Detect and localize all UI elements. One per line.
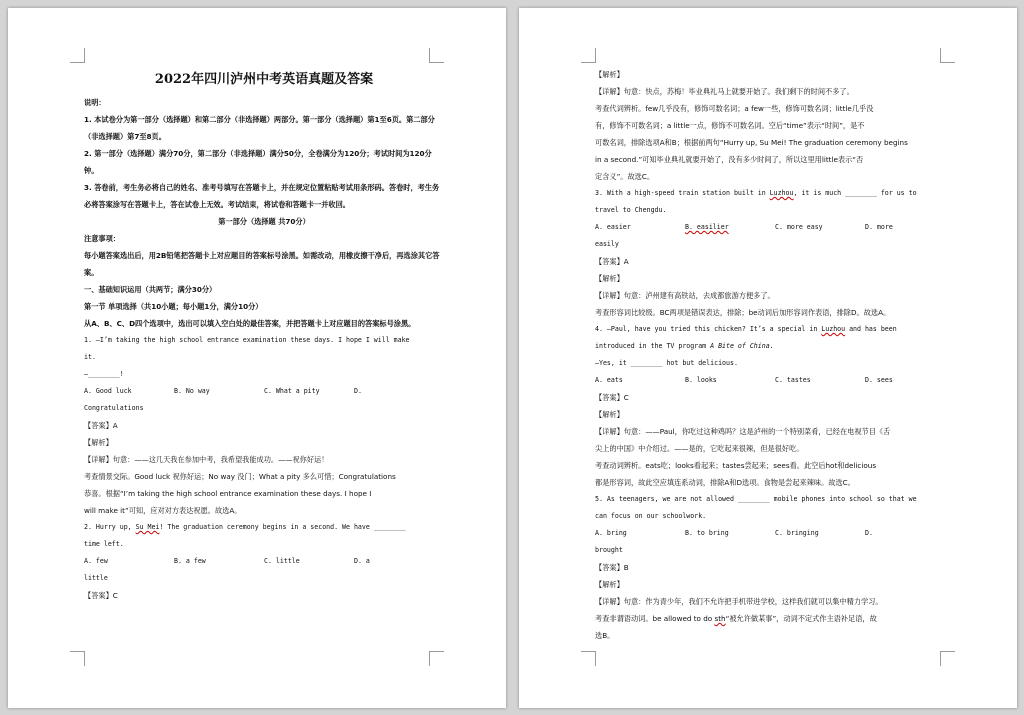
option-a: A. bring bbox=[595, 529, 627, 537]
document-title: 2022年四川泸州中考英语真题及答案 bbox=[154, 72, 374, 87]
instruction-text: 从A、B、C、D四个选项中，选出可以填入空白处的最佳答案，并把答题卡上对应题目的答案标号涂黑。 bbox=[84, 319, 416, 328]
attention-text: 每小题答案选出后，用2B铅笔把答题卡上对应题目的答案标号涂黑。如需改动，用橡皮擦干净后，再选涂其它答案。 bbox=[84, 251, 440, 277]
margin-corner-mark bbox=[940, 48, 955, 63]
detail-text: 【详解】句意：作为青少年，我们不允许把手机带进学校，这样我们就可以集中精力学习。 bbox=[595, 597, 883, 606]
explanation-text: 有，修饰不可数名词；a little一点，修饰不可数名词。空后“time”表示“时间”，是不 bbox=[595, 121, 865, 130]
part-heading: 第一部分（选择题 共70分） bbox=[218, 217, 310, 226]
option-d: D. sees bbox=[865, 376, 893, 384]
note-item: 2. 第一部分（选择题）满分70分，第二部分（非选择题）满分50分，全卷满分为120分；考试时间为120分钟。 bbox=[84, 149, 432, 175]
stem-text: 2. Hurry up, bbox=[84, 523, 136, 531]
analysis-label: 【解析】 bbox=[84, 438, 113, 447]
question-1-stem-cont: it. bbox=[84, 353, 96, 361]
question-4-stem-cont bbox=[595, 338, 955, 355]
option-a: A. few bbox=[84, 557, 108, 565]
question-3-stem bbox=[595, 185, 955, 202]
margin-corner-mark bbox=[940, 651, 955, 666]
margin-corner-mark bbox=[581, 651, 596, 666]
option-d: D. bbox=[354, 387, 362, 395]
document-page-left bbox=[8, 8, 506, 708]
stem-text: introduced in the TV program bbox=[595, 342, 711, 350]
stem-text: ! The graduation ceremony begins in a second. We have ________ bbox=[159, 523, 406, 531]
explanation-text: 定含义”。故选C。 bbox=[595, 172, 655, 181]
question-5-options bbox=[595, 525, 955, 542]
question-1-blank: —________! bbox=[84, 370, 124, 378]
page-content bbox=[595, 66, 955, 644]
option-d-text: brought bbox=[595, 546, 623, 554]
explanation-text: 都是形容词，故此空应填连系动词，排除A和D选项。食物是尝起来辣味。故选C。 bbox=[595, 478, 855, 487]
question-3-options bbox=[595, 219, 955, 236]
question-5-stem: 5. As teenagers, we are not allowed ________ mobile phones into school so that we bbox=[595, 495, 917, 503]
spell-flagged-word: Luzhou bbox=[769, 189, 794, 197]
answer-label: 【答案】B bbox=[595, 563, 629, 572]
analysis-label: 【解析】 bbox=[595, 410, 624, 419]
page-content bbox=[84, 70, 444, 604]
note-item: 3. 答卷前，考生务必将自己的姓名、准考号填写在答题卡上，并在规定位置粘贴考试用条形码。答卷时，考生务必将答案涂写在答题卡上，答在试卷上无效。考试结束，将试卷和答题卡一并收回。 bbox=[84, 183, 440, 209]
option-d: D. a bbox=[354, 557, 370, 565]
program-title: A Bite of China bbox=[710, 342, 770, 350]
option-c: C. tastes bbox=[775, 376, 811, 384]
option-b: B. No way bbox=[174, 387, 210, 395]
note-heading: 说明： bbox=[84, 98, 106, 107]
margin-corner-mark bbox=[429, 651, 444, 666]
margin-corner-mark bbox=[70, 48, 85, 63]
note-item: 1. 本试卷分为第一部分（选择题）和第二部分（非选择题）两部分。第一部分（选择题）第1至6页。第二部分（非选择题）第7至8页。 bbox=[84, 115, 435, 141]
detail-text: 尖上的中国》中介绍过。——是的，它吃起来很辣，但是很好吃。 bbox=[595, 444, 804, 453]
option-a: A. Good luck bbox=[84, 387, 132, 395]
analysis-label: 【解析】 bbox=[595, 70, 624, 79]
explanation-text: 考查形容词比较级。BC两项是错误表达，排除；be动词后加形容词作表语，排除D。故选A。 bbox=[595, 308, 891, 317]
question-5-stem-cont: can focus on our schoolwork. bbox=[595, 512, 707, 520]
stem-text: 4. —Paul, have you tried this chicken? It’s a special in bbox=[595, 325, 822, 333]
option-a: A. eats bbox=[595, 376, 623, 384]
answer-label: 【答案】A bbox=[595, 257, 629, 266]
question-4-stem bbox=[595, 321, 955, 338]
detail-text: 【详解】句意：——这几天我在参加中考，我希望我能成功。——祝你好运！ bbox=[84, 455, 329, 464]
explanation-text: 恭喜。根据“I’m taking the high school entrance examination these days. I hope I bbox=[84, 489, 372, 498]
option-d-text: little bbox=[84, 574, 108, 582]
question-3-stem-cont: travel to Chengdu. bbox=[595, 206, 667, 214]
explanation-text: 考查动词辨析。eats吃；looks看起来；tastes尝起来；sees看。此空后hot和delicious bbox=[595, 461, 877, 470]
explanation-part: “被允许做某事”，动词不定式作主语补足语，故 bbox=[725, 614, 877, 623]
document-page-right bbox=[519, 8, 1017, 708]
attention-heading: 注意事项： bbox=[84, 234, 120, 243]
stem-text: . bbox=[769, 342, 774, 350]
question-1-stem: 1. —I’m taking the high school entrance examination these days. I hope I will make bbox=[84, 336, 410, 344]
margin-corner-mark bbox=[70, 651, 85, 666]
detail-text: 【详解】句意：——Paul，你吃过这种鸡吗？这是泸州的一个特别菜肴，已经在电视节目《舌 bbox=[595, 427, 891, 436]
option-a: A. easier bbox=[595, 223, 631, 231]
answer-label: 【答案】C bbox=[595, 393, 629, 402]
explanation-text: will make it”可知，应对对方表达祝愿。故选A。 bbox=[84, 506, 242, 515]
spell-flagged-word: Luzhou bbox=[821, 325, 846, 333]
option-d-text: Congratulations bbox=[84, 404, 144, 412]
explanation-text: 可数名词，排除选项A和B；根据前两句“Hurry up, Su Mei! The graduation ceremony begins bbox=[595, 138, 908, 147]
analysis-label: 【解析】 bbox=[595, 580, 624, 589]
option-b: B. to bring bbox=[685, 529, 729, 537]
question-1-options bbox=[84, 383, 444, 400]
question-2-options bbox=[84, 553, 444, 570]
analysis-label: 【解析】 bbox=[595, 274, 624, 283]
option-b: B. a few bbox=[174, 557, 206, 565]
option-c: C. more easy bbox=[775, 223, 823, 231]
answer-label: 【答案】A bbox=[84, 421, 118, 430]
option-d-text: easily bbox=[595, 240, 619, 248]
detail-text: 【详解】句意：泸州建有高铁站，去成都旅游方便多了。 bbox=[595, 291, 775, 300]
explanation-part: 考查非谓语动词。be allowed to do bbox=[595, 614, 715, 623]
explanation-text: in a second.”可知毕业典礼就要开始了，没有多少时间了，所以这里用little表示“否 bbox=[595, 155, 864, 164]
question-4-options bbox=[595, 372, 955, 389]
stem-text: 3. With a high-speed train station built in bbox=[595, 189, 770, 197]
option-d: D. bbox=[865, 529, 873, 537]
option-c: C. little bbox=[264, 557, 300, 565]
option-c: C. bringing bbox=[775, 529, 819, 537]
explanation-text: 考查代词辨析。few几乎没有，修饰可数名词；a few一些，修饰可数名词；little几乎没 bbox=[595, 104, 874, 113]
answer-label: 【答案】C bbox=[84, 591, 118, 600]
section-heading: 一、基础知识运用（共两节；满分30分） bbox=[84, 285, 217, 294]
stem-text: and has been bbox=[845, 325, 897, 333]
explanation-text bbox=[595, 610, 955, 627]
stem-text: , it is much ________ for us to bbox=[793, 189, 917, 197]
detail-text: 【详解】句意：快点，苏梅！毕业典礼马上就要开始了。我们剩下的时间不多了。 bbox=[595, 87, 854, 96]
spell-flagged-word: sth bbox=[714, 614, 726, 623]
question-4-blank: —Yes, it ________ hot but delicious. bbox=[595, 359, 738, 367]
subsection-heading: 第一节 单项选择（共10小题；每小题1分，满分10分） bbox=[84, 302, 263, 311]
spell-flagged-word: Su Mei bbox=[135, 523, 160, 531]
option-b: B. easilier bbox=[685, 223, 729, 231]
explanation-text: 考查情景交际。Good luck 祝你好运；No way 没门；What a pity 多么可惜；Congratulations bbox=[84, 472, 396, 481]
option-c: C. What a pity bbox=[264, 387, 320, 395]
margin-corner-mark bbox=[581, 48, 596, 63]
question-2-stem bbox=[84, 519, 444, 536]
explanation-text: 选B。 bbox=[595, 631, 615, 640]
margin-corner-mark bbox=[429, 48, 444, 63]
option-d: D. more bbox=[865, 223, 893, 231]
option-b: B. looks bbox=[685, 376, 717, 384]
question-2-stem-cont: time left. bbox=[84, 540, 124, 548]
